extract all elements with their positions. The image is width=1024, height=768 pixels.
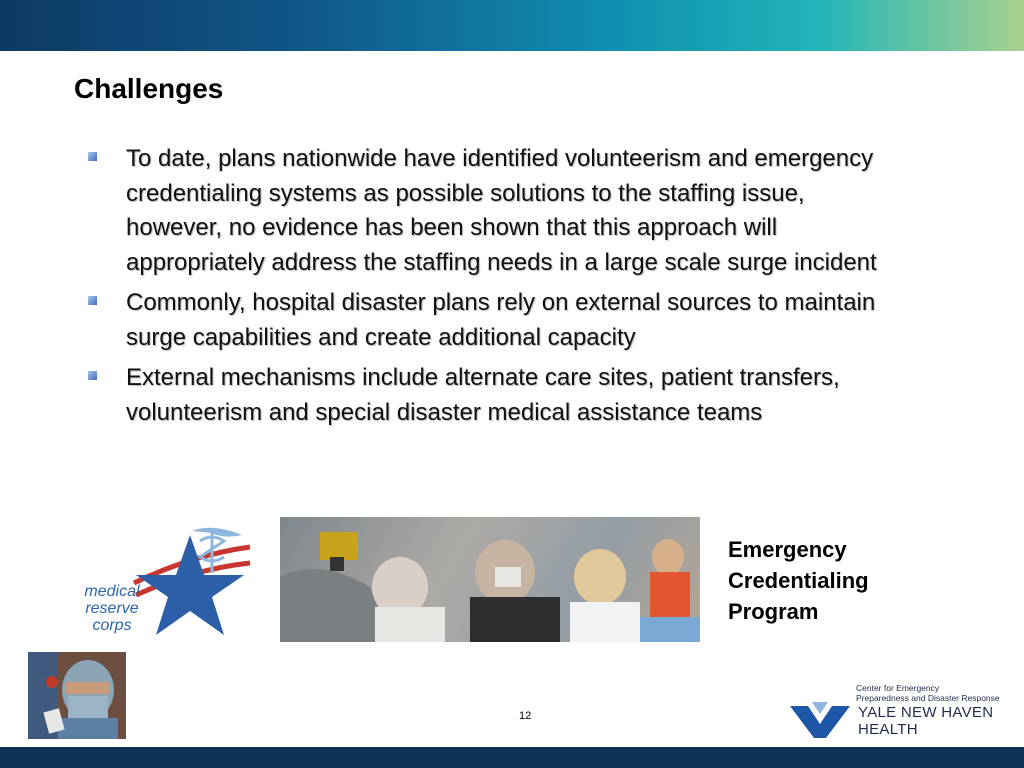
ynh-center-line: Center for Emergency [856, 683, 940, 693]
surgeon-portrait-photo [28, 652, 126, 739]
caption-line: Emergency [728, 537, 847, 562]
mrc-line: corps [92, 617, 132, 634]
medical-reserve-corps-wordmark [72, 583, 152, 634]
bullet-square-icon [88, 296, 97, 305]
ynh-center-text [856, 683, 1000, 703]
footer-band [0, 747, 1024, 768]
ynh-wordmark [858, 704, 993, 738]
responders-collage-photo [280, 517, 700, 642]
caption-line: Credentialing [728, 568, 869, 593]
bullet-square-icon [88, 152, 97, 161]
header-band [0, 0, 1024, 51]
bullet-list [88, 142, 888, 436]
mrc-line: medical [84, 583, 140, 600]
ynh-center-line: Preparedness and Disaster Response [856, 693, 1000, 703]
mrc-line: reserve [85, 600, 139, 617]
emergency-credentialing-caption [728, 534, 869, 627]
bullet-item [88, 286, 888, 355]
bullet-item [88, 361, 888, 430]
bullet-item [88, 142, 888, 280]
page-number: 12 [519, 710, 532, 722]
ynh-name-line: HEALTH [858, 721, 918, 738]
caption-line: Program [728, 599, 819, 624]
bullet-square-icon [88, 371, 97, 380]
slide-title: Challenges [74, 73, 224, 104]
bullet-text: Commonly, hospital disaster plans rely on external sources to maintain surge capabilities and create additional capacity [126, 289, 876, 351]
ynh-name-line: YALE NEW HAVEN [858, 704, 994, 721]
bullet-text: External mechanisms include alternate care sites, patient transfers, volunteerism and special disaster medical assistance teams [126, 364, 840, 426]
bullet-text: To date, plans nationwide have identified volunteerism and emergency credentialing systems as possible solutions to the staffing issue, however, no evidence has been shown that this approach will appropriately address the staffing needs in a large scale surge incident [126, 145, 877, 276]
